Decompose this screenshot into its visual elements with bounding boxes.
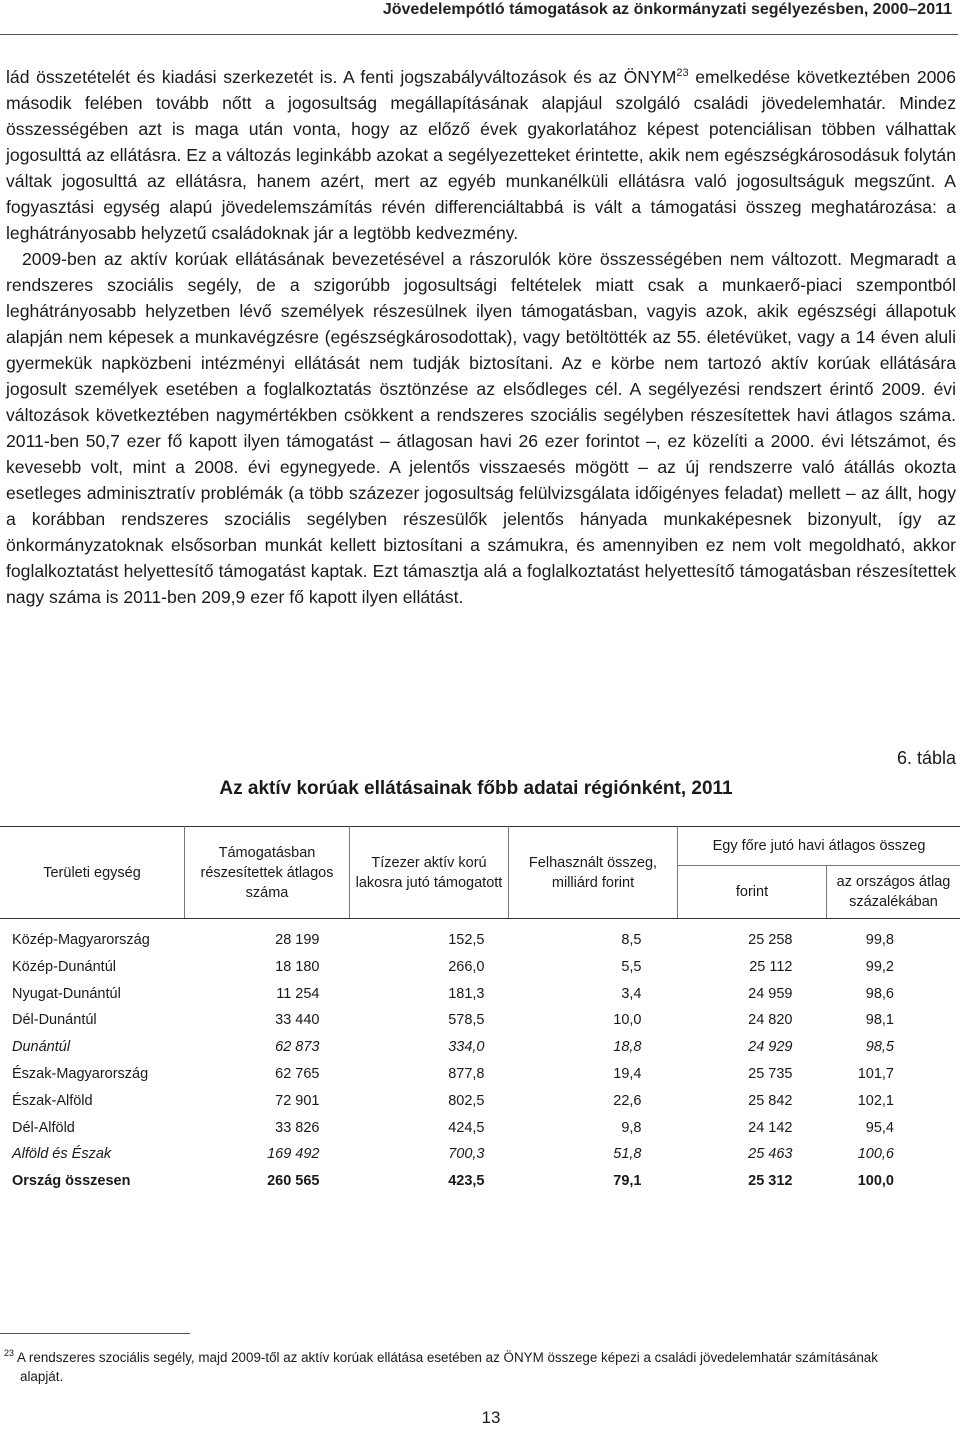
cell-spent: 10,0 (613, 1012, 642, 1029)
running-head: Jövedelempótló támogatások az önkormányzati segélyezésben, 2000–2011 (382, 1, 952, 18)
cell-pct: 101,7 (857, 1065, 894, 1082)
table-body (0, 919, 960, 1195)
cell-recipients: 72 901 (275, 1092, 320, 1109)
cell-pct: 98,5 (865, 1039, 894, 1056)
cell-area: Dél-Dunántúl (12, 1012, 97, 1029)
footnote-text: A rendszeres szociális segély, majd 2009-től az aktív korúak ellátása esetében az ÖNYM összege képezi a családi jövedelemhatár számításának (17, 1350, 878, 1365)
cell-forint: 25 312 (748, 1173, 793, 1190)
cell-recipients: 28 199 (275, 932, 320, 948)
cell-pct: 95,4 (865, 1119, 894, 1136)
cell-recipients: 169 492 (267, 1146, 320, 1163)
footnote-text-continued: alapját. (20, 1369, 64, 1384)
table-title-text: Az aktív korúak ellátásainak főbb adatai régiónként, 2011 (219, 778, 733, 799)
cell-per-10k: 424,5 (448, 1119, 485, 1136)
table-row (0, 981, 960, 1008)
header-monthly-average-group: Egy főre jutó havi átlagos összeg (678, 827, 960, 866)
cell-recipients: 260 565 (267, 1173, 320, 1190)
table-row (0, 1007, 960, 1034)
cell-pct: 98,6 (865, 985, 894, 1002)
cell-pct: 102,1 (857, 1092, 894, 1109)
footnote (4, 1344, 954, 1386)
cell-recipients: 62 765 (275, 1065, 320, 1082)
paragraph-1-part-a: lád összetételét és kiadási szerkezetét is. A fenti jogszabályváltozások és az ÖNYM (6, 67, 677, 87)
cell-per-10k: 877,8 (448, 1065, 485, 1082)
cell-area: Dunántúl (12, 1039, 71, 1056)
table-number: 6. tábla (896, 748, 956, 768)
cell-recipients: 33 440 (275, 1012, 320, 1029)
cell-area: Közép-Magyarország (12, 932, 150, 948)
header-rule (0, 34, 958, 35)
header-forint: forint (678, 866, 827, 919)
header-area: Területi egység (0, 827, 185, 919)
footnote-rule (0, 1333, 190, 1334)
cell-recipients: 11 254 (276, 985, 320, 1002)
cell-per-10k: 181,3 (448, 985, 485, 1002)
cell-forint: 25 735 (748, 1065, 793, 1082)
footnote-reference[interactable]: 23 (676, 67, 689, 79)
cell-forint: 25 842 (748, 1092, 793, 1109)
page-number: 13 (481, 1408, 501, 1427)
cell-area: Ország összesen (12, 1173, 131, 1190)
cell-pct: 99,2 (865, 958, 894, 975)
cell-pct: 100,0 (857, 1173, 894, 1190)
table-row (0, 1034, 960, 1061)
cell-per-10k: 578,5 (448, 1012, 485, 1029)
table-row (0, 1168, 960, 1195)
cell-spent: 5,5 (621, 958, 642, 975)
data-table-wrapper (0, 826, 960, 1195)
header-spent: Felhasznált összeg, milliárd forint (509, 827, 678, 919)
cell-area: Észak-Alföld (12, 1092, 93, 1109)
regional-data-table (0, 826, 960, 1195)
paragraph-1 (6, 64, 956, 246)
cell-forint: 25 112 (749, 958, 793, 975)
cell-per-10k: 152,5 (448, 932, 485, 948)
header-recipients: Támogatásban részesítettek átlagos száma (185, 827, 350, 919)
cell-pct: 100,6 (857, 1146, 894, 1163)
cell-area: Nyugat-Dunántúl (12, 985, 121, 1002)
cell-spent: 9,8 (621, 1119, 642, 1136)
cell-spent: 51,8 (613, 1146, 642, 1163)
table-row (0, 1141, 960, 1168)
cell-spent: 19,4 (613, 1065, 642, 1082)
cell-forint: 25 463 (748, 1146, 793, 1163)
cell-per-10k: 423,5 (448, 1173, 485, 1190)
cell-area: Közép-Dunántúl (12, 958, 116, 975)
cell-spent: 22,6 (613, 1092, 642, 1109)
table-row (0, 919, 960, 954)
cell-per-10k: 802,5 (448, 1092, 485, 1109)
cell-per-10k: 700,3 (448, 1146, 485, 1163)
table-row (0, 1088, 960, 1115)
cell-spent: 79,1 (613, 1173, 642, 1190)
cell-recipients: 33 826 (275, 1119, 320, 1136)
cell-pct: 99,8 (865, 932, 894, 948)
cell-forint: 24 142 (748, 1119, 793, 1136)
cell-forint: 25 258 (748, 932, 793, 948)
cell-spent: 3,4 (621, 985, 642, 1002)
cell-spent: 18,8 (613, 1039, 642, 1056)
paragraph-2: 2009-ben az aktív korúak ellátásának bevezetésével a rászorulók köre összességében nem változott. Megmaradt a rendszeres szociális segély, de a szigorúbb jogosultsági feltételek miatt csak a munkaerő-piaci szempontból leghátrányosabb helyzetben lévő személyek részesülnek ilyen támogatásban, vagyis azok, akik egészségi állapotuk alapján nem képesek a munkavégzésre (egészségkárosodottak), vagy betöltötték az 55. életévüket, vagy a 14 éven aluli gyermekük napközbeni intézményi ellátását nem tudják biztosítani. Az e körbe nem tartozó aktív korúak ellátására jogosult személyek esetében a foglalkoztatás ösztönzése az elsődleges cél. A segélyezési rendszert érintő 2009. évi változások következtében nagymértékben csökkent a rendszeres szociális segélyben részesítettek havi átlagos száma. 2011-ben 50,7 ezer fő kapott ilyen támogatást – átlagosan havi 26 ezer forintot –, ez közelíti a 2000. évi létszámot, és kevesebb volt, mint a 2008. évi egynegyede. A jelentős visszaesés mögött – az új rendszerre való átállás okozta esetleges adminisztratív problémák (a több százezer jogosultság felülvizsgálata időigényes feladat) mellett – az állt, hogy a korábban rendszeres szociális segélyben részesülők jelentős hányada munkaképesnek bizonyult, így az önkormányzatoknak elsősorban munkát kellett biztosítani a számukra, és amennyiben ez nem volt megoldható, akkor foglalkoztatást helyettesítő támogatást kaptak. Ezt támasztja alá a foglalkoztatást helyettesítő támogatásban részesítettek nagy száma is 2011-ben 209,9 ezer fő kapott ilyen ellátást. (6, 249, 956, 607)
cell-per-10k: 334,0 (448, 1039, 485, 1056)
cell-area: Dél-Alföld (12, 1119, 75, 1136)
cell-forint: 24 929 (748, 1039, 793, 1056)
table-title (0, 778, 960, 800)
cell-recipients: 18 180 (275, 958, 320, 975)
table-row (0, 954, 960, 981)
header-pct-national: az országos átlag százalékában (827, 866, 960, 919)
body-text (6, 64, 956, 610)
cell-area: Észak-Magyarország (12, 1065, 149, 1082)
cell-per-10k: 266,0 (448, 958, 485, 975)
cell-area: Alföld és Észak (12, 1146, 112, 1163)
footnote-marker: 23 (4, 1348, 15, 1358)
cell-spent: 8,5 (621, 932, 642, 948)
cell-forint: 24 959 (748, 985, 793, 1002)
cell-forint: 24 820 (748, 1012, 793, 1029)
paragraph-1-part-b: emelkedése következtében 2006 második felében tovább nőtt a jogosultság megállapításának alapjául szolgáló családi jövedelemhatár. Mindez összességében azt is maga után vonta, hogy az előző évek gyakorlatához képest potenciálisan többen válhattak jogosulttá az ellátásra. Ez a változás leginkább azokat a segélyezetteket érintette, akik nem egészségkárosodásuk folytán váltak jogosulttá az ellátásra, hanem azért, mert az egyéb munkanélküli ellátásra való jogosultságuk megszűnt. A fogyasztási egység alapú jövedelemszámítás révén differenciáltabbá is vált a támogatási összeg meghatározása: a leghátrányosabb helyzetű családoknak jár a legtöbb kedvezmény. (6, 67, 956, 243)
cell-pct: 98,1 (865, 1012, 894, 1029)
table-row (0, 1115, 960, 1142)
table-row (0, 1061, 960, 1088)
header-per-10k: Tízezer aktív korú lakosra jutó támogatott (350, 827, 509, 919)
cell-recipients: 62 873 (275, 1039, 320, 1056)
